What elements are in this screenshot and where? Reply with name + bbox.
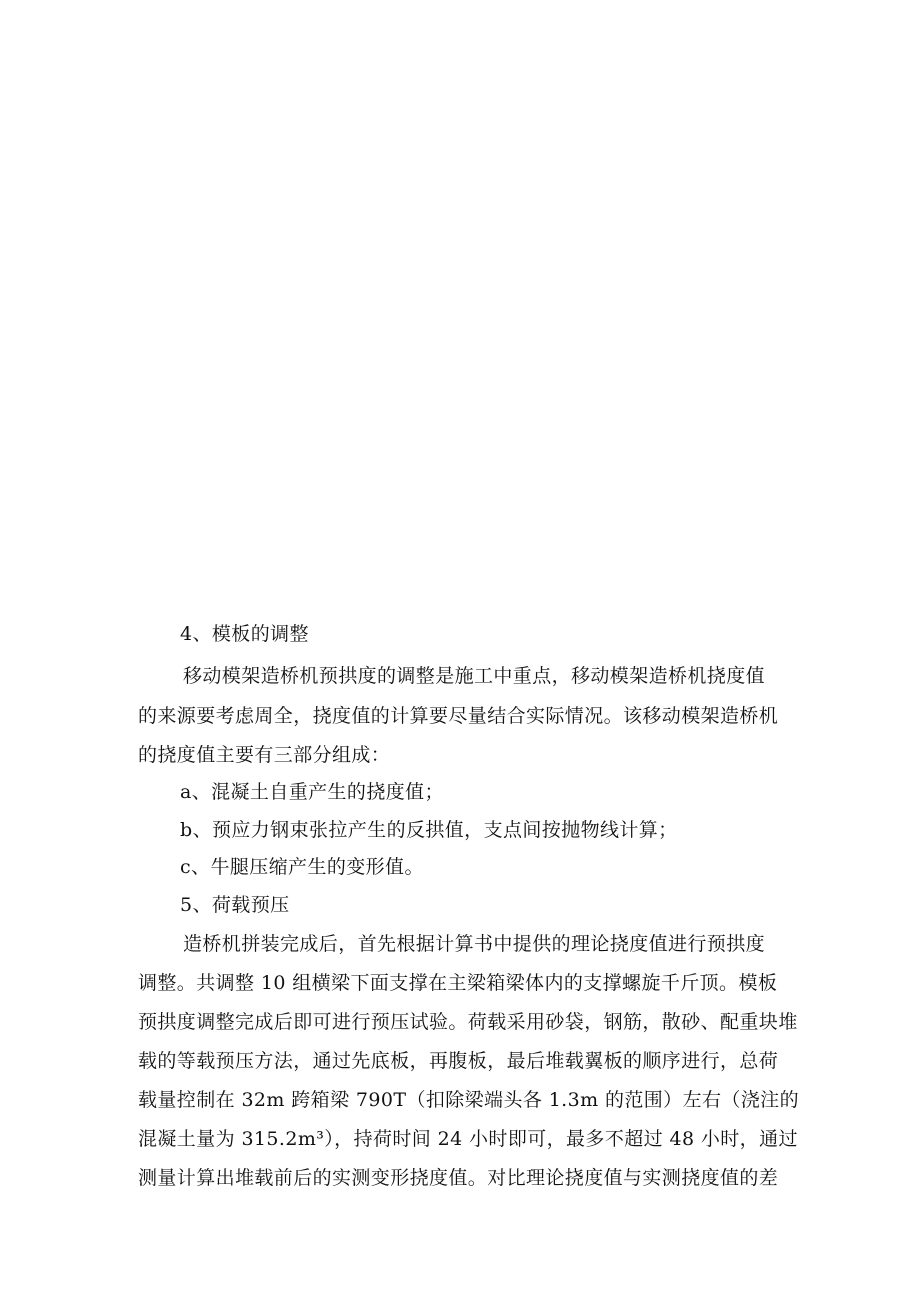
paragraph-line: 载的等载预压方法，通过先底板，再腹板，最后堆载翼板的顺序进行，总荷	[138, 1050, 779, 1072]
paragraph-line: 预拱度调整完成后即可进行预压试验。荷载采用砂袋，钢筋，散砂、配重块堆	[138, 1011, 798, 1033]
paragraph-line: 的来源要考虑周全，挠度值的计算要尽量结合实际情况。该移动模架造桥机	[138, 705, 779, 727]
paragraph-line: 调整。共调整 10 组横梁下面支撑在主梁箱梁体内的支撑螺旋千斤顶。模板	[138, 972, 778, 994]
paragraph-line: 的挠度值主要有三部分组成：	[138, 744, 391, 766]
paragraph-line: 造桥机拼装完成后，首先根据计算书中提供的理论挠度值进行预拱度	[183, 933, 766, 955]
paragraph-line: 混凝土量为 315.2m³），持荷时间 24 小时即可，最多不超过 48 小时，通过	[138, 1128, 798, 1150]
section-heading-4: 4、模板的调整	[180, 623, 309, 645]
paragraph-line: 载量控制在 32m 跨箱梁 790T（扣除梁端头各 1.3m 的范围）左右（浇注的	[138, 1089, 799, 1111]
list-item-b: b、预应力钢束张拉产生的反拱值，支点间按抛物线计算；	[180, 819, 678, 841]
list-item-c: c、牛腿压缩产生的变形值。	[180, 856, 424, 878]
paragraph-line: 移动模架造桥机预拱度的调整是施工中重点，移动模架造桥机挠度值	[183, 665, 766, 687]
section-heading-5: 5、荷载预压	[180, 894, 290, 916]
paragraph-line: 测量计算出堆载前后的实测变形挠度值。对比理论挠度值与实测挠度值的差	[138, 1167, 779, 1189]
list-item-a: a、混凝土自重产生的挠度值；	[180, 781, 444, 803]
